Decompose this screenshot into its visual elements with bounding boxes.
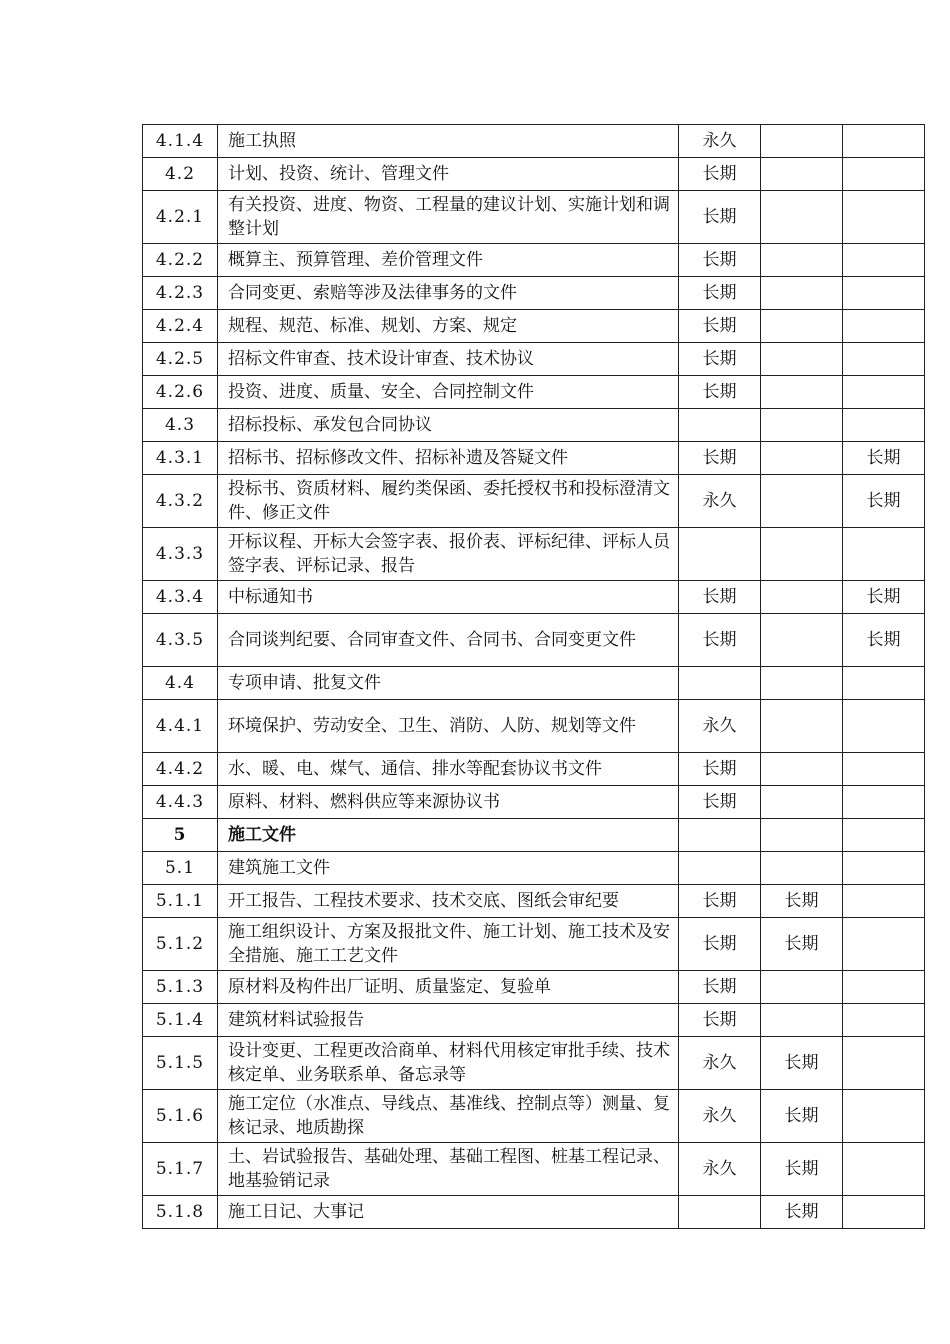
item-code: 4.2.2 bbox=[143, 244, 218, 277]
table-row bbox=[143, 409, 925, 442]
table-row bbox=[143, 971, 925, 1004]
retention-col-3 bbox=[843, 1196, 925, 1229]
table-row bbox=[143, 852, 925, 885]
retention-col-1: 长期 bbox=[679, 442, 761, 475]
retention-col-2: 长期 bbox=[761, 1143, 843, 1196]
item-description: 环境保护、劳动安全、卫生、消防、人防、规划等文件 bbox=[218, 700, 679, 753]
retention-col-3 bbox=[843, 753, 925, 786]
item-code: 5.1.8 bbox=[143, 1196, 218, 1229]
item-code: 4.3.1 bbox=[143, 442, 218, 475]
table-row bbox=[143, 1037, 925, 1090]
item-description: 投标书、资质材料、履约类保函、委托授权书和投标澄清文件、修正文件 bbox=[218, 475, 679, 528]
retention-col-3 bbox=[843, 158, 925, 191]
item-description: 施工执照 bbox=[218, 125, 679, 158]
retention-col-2 bbox=[761, 376, 843, 409]
item-description: 合同变更、索赔等涉及法律事务的文件 bbox=[218, 277, 679, 310]
item-code: 5.1 bbox=[143, 852, 218, 885]
item-description: 计划、投资、统计、管理文件 bbox=[218, 158, 679, 191]
retention-col-2: 长期 bbox=[761, 1090, 843, 1143]
retention-col-2 bbox=[761, 158, 843, 191]
item-description: 建筑材料试验报告 bbox=[218, 1004, 679, 1037]
item-description: 原料、材料、燃料供应等来源协议书 bbox=[218, 786, 679, 819]
retention-col-3: 长期 bbox=[843, 442, 925, 475]
item-description: 施工文件 bbox=[218, 819, 679, 852]
retention-col-1: 长期 bbox=[679, 918, 761, 971]
retention-col-1 bbox=[679, 667, 761, 700]
item-code: 5.1.6 bbox=[143, 1090, 218, 1143]
retention-col-3 bbox=[843, 885, 925, 918]
retention-col-1: 长期 bbox=[679, 244, 761, 277]
retention-col-2 bbox=[761, 753, 843, 786]
retention-col-3: 长期 bbox=[843, 475, 925, 528]
table-row bbox=[143, 819, 925, 852]
retention-col-1: 永久 bbox=[679, 1090, 761, 1143]
table-row bbox=[143, 310, 925, 343]
retention-col-1: 永久 bbox=[679, 1143, 761, 1196]
retention-col-1 bbox=[679, 409, 761, 442]
item-description: 概算主、预算管理、差价管理文件 bbox=[218, 244, 679, 277]
table-row bbox=[143, 700, 925, 753]
table-row bbox=[143, 1143, 925, 1196]
table-row bbox=[143, 191, 925, 244]
retention-col-2 bbox=[761, 125, 843, 158]
item-description: 土、岩试验报告、基础处理、基础工程图、桩基工程记录、地基验销记录 bbox=[218, 1143, 679, 1196]
item-description: 设计变更、工程更改洽商单、材料代用核定审批手续、技术核定单、业务联系单、备忘录等 bbox=[218, 1037, 679, 1090]
retention-col-3 bbox=[843, 244, 925, 277]
item-code: 5.1.5 bbox=[143, 1037, 218, 1090]
retention-col-1: 长期 bbox=[679, 158, 761, 191]
item-description: 开工报告、工程技术要求、技术交底、图纸会审纪要 bbox=[218, 885, 679, 918]
retention-col-1: 长期 bbox=[679, 343, 761, 376]
retention-col-1: 长期 bbox=[679, 885, 761, 918]
retention-col-1: 永久 bbox=[679, 125, 761, 158]
retention-col-3: 长期 bbox=[843, 581, 925, 614]
retention-col-2 bbox=[761, 409, 843, 442]
table-row bbox=[143, 885, 925, 918]
retention-col-3 bbox=[843, 819, 925, 852]
table-row bbox=[143, 343, 925, 376]
retention-col-2 bbox=[761, 786, 843, 819]
item-code: 4.2.6 bbox=[143, 376, 218, 409]
retention-col-3 bbox=[843, 277, 925, 310]
item-description: 招标文件审查、技术设计审查、技术协议 bbox=[218, 343, 679, 376]
retention-col-3 bbox=[843, 700, 925, 753]
retention-col-3 bbox=[843, 528, 925, 581]
table-row bbox=[143, 667, 925, 700]
item-code: 5.1.3 bbox=[143, 971, 218, 1004]
item-code: 4.4.2 bbox=[143, 753, 218, 786]
retention-col-2 bbox=[761, 343, 843, 376]
retention-col-1: 长期 bbox=[679, 277, 761, 310]
item-description: 施工组织设计、方案及报批文件、施工计划、施工技术及安全措施、施工工艺文件 bbox=[218, 918, 679, 971]
retention-col-1: 长期 bbox=[679, 376, 761, 409]
table-body bbox=[143, 125, 925, 1229]
retention-col-2 bbox=[761, 528, 843, 581]
table-row bbox=[143, 442, 925, 475]
retention-col-3 bbox=[843, 852, 925, 885]
table-row bbox=[143, 475, 925, 528]
item-description: 专项申请、批复文件 bbox=[218, 667, 679, 700]
item-description: 原材料及构件出厂证明、质量鉴定、复验单 bbox=[218, 971, 679, 1004]
item-code: 4.2.5 bbox=[143, 343, 218, 376]
retention-col-2: 长期 bbox=[761, 1037, 843, 1090]
retention-col-2 bbox=[761, 442, 843, 475]
item-code: 4.4.3 bbox=[143, 786, 218, 819]
retention-col-2 bbox=[761, 244, 843, 277]
retention-col-2 bbox=[761, 852, 843, 885]
retention-col-3 bbox=[843, 409, 925, 442]
retention-col-2 bbox=[761, 819, 843, 852]
item-description: 建筑施工文件 bbox=[218, 852, 679, 885]
retention-col-1 bbox=[679, 528, 761, 581]
retention-col-3 bbox=[843, 971, 925, 1004]
item-code: 4.3.5 bbox=[143, 614, 218, 667]
retention-col-2 bbox=[761, 667, 843, 700]
table-row bbox=[143, 376, 925, 409]
item-code: 5.1.2 bbox=[143, 918, 218, 971]
item-code: 4.4 bbox=[143, 667, 218, 700]
item-code: 4.2.3 bbox=[143, 277, 218, 310]
retention-col-3 bbox=[843, 191, 925, 244]
table-row bbox=[143, 528, 925, 581]
retention-col-2 bbox=[761, 1004, 843, 1037]
table-row bbox=[143, 125, 925, 158]
retention-col-1 bbox=[679, 1196, 761, 1229]
item-code: 4.3.4 bbox=[143, 581, 218, 614]
retention-col-1: 长期 bbox=[679, 1004, 761, 1037]
retention-col-1: 长期 bbox=[679, 614, 761, 667]
item-description: 施工日记、大事记 bbox=[218, 1196, 679, 1229]
table-row bbox=[143, 1196, 925, 1229]
retention-col-3 bbox=[843, 918, 925, 971]
retention-col-1: 永久 bbox=[679, 700, 761, 753]
retention-col-2 bbox=[761, 475, 843, 528]
table-row bbox=[143, 277, 925, 310]
retention-col-3 bbox=[843, 1143, 925, 1196]
retention-col-3 bbox=[843, 667, 925, 700]
table-row bbox=[143, 1004, 925, 1037]
retention-col-3 bbox=[843, 1004, 925, 1037]
retention-col-1 bbox=[679, 852, 761, 885]
item-code: 4.1.4 bbox=[143, 125, 218, 158]
table-row bbox=[143, 244, 925, 277]
retention-col-2 bbox=[761, 581, 843, 614]
archive-retention-table bbox=[142, 124, 925, 1229]
item-description: 招标书、招标修改文件、招标补遗及答疑文件 bbox=[218, 442, 679, 475]
table-row bbox=[143, 614, 925, 667]
item-description: 中标通知书 bbox=[218, 581, 679, 614]
retention-col-2 bbox=[761, 277, 843, 310]
item-description: 水、暖、电、煤气、通信、排水等配套协议书文件 bbox=[218, 753, 679, 786]
item-description: 规程、规范、标准、规划、方案、规定 bbox=[218, 310, 679, 343]
retention-col-3 bbox=[843, 1037, 925, 1090]
retention-col-3 bbox=[843, 376, 925, 409]
item-code: 4.2 bbox=[143, 158, 218, 191]
retention-col-2: 长期 bbox=[761, 918, 843, 971]
retention-col-3 bbox=[843, 125, 925, 158]
item-code: 4.4.1 bbox=[143, 700, 218, 753]
retention-col-2 bbox=[761, 700, 843, 753]
retention-col-1: 长期 bbox=[679, 310, 761, 343]
table-row bbox=[143, 753, 925, 786]
table-row bbox=[143, 1090, 925, 1143]
retention-col-3 bbox=[843, 786, 925, 819]
retention-col-2 bbox=[761, 614, 843, 667]
retention-col-1: 永久 bbox=[679, 475, 761, 528]
item-description: 施工定位（水准点、导线点、基准线、控制点等）测量、复核记录、地质勘探 bbox=[218, 1090, 679, 1143]
item-code: 4.3 bbox=[143, 409, 218, 442]
retention-col-2 bbox=[761, 971, 843, 1004]
item-code: 5.1.4 bbox=[143, 1004, 218, 1037]
retention-col-3 bbox=[843, 310, 925, 343]
item-description: 有关投资、进度、物资、工程量的建议计划、实施计划和调整计划 bbox=[218, 191, 679, 244]
retention-col-2 bbox=[761, 191, 843, 244]
retention-col-3 bbox=[843, 343, 925, 376]
retention-col-1: 长期 bbox=[679, 753, 761, 786]
retention-col-1: 长期 bbox=[679, 191, 761, 244]
retention-col-1: 长期 bbox=[679, 581, 761, 614]
item-code: 4.2.4 bbox=[143, 310, 218, 343]
retention-col-2: 长期 bbox=[761, 1196, 843, 1229]
item-description: 投资、进度、质量、安全、合同控制文件 bbox=[218, 376, 679, 409]
retention-col-1: 永久 bbox=[679, 1037, 761, 1090]
retention-col-3: 长期 bbox=[843, 614, 925, 667]
item-code: 5.1.7 bbox=[143, 1143, 218, 1196]
retention-col-2 bbox=[761, 310, 843, 343]
retention-col-1: 长期 bbox=[679, 971, 761, 1004]
item-code: 5.1.1 bbox=[143, 885, 218, 918]
item-description: 招标投标、承发包合同协议 bbox=[218, 409, 679, 442]
table-row bbox=[143, 918, 925, 971]
item-code: 4.3.3 bbox=[143, 528, 218, 581]
table-row bbox=[143, 786, 925, 819]
retention-col-1 bbox=[679, 819, 761, 852]
table-row bbox=[143, 158, 925, 191]
retention-col-3 bbox=[843, 1090, 925, 1143]
item-code: 4.3.2 bbox=[143, 475, 218, 528]
item-description: 合同谈判纪要、合同审查文件、合同书、合同变更文件 bbox=[218, 614, 679, 667]
item-code: 5 bbox=[143, 819, 218, 852]
retention-col-1: 长期 bbox=[679, 786, 761, 819]
item-description: 开标议程、开标大会签字表、报价表、评标纪律、评标人员签字表、评标记录、报告 bbox=[218, 528, 679, 581]
item-code: 4.2.1 bbox=[143, 191, 218, 244]
retention-col-2: 长期 bbox=[761, 885, 843, 918]
table-row bbox=[143, 581, 925, 614]
